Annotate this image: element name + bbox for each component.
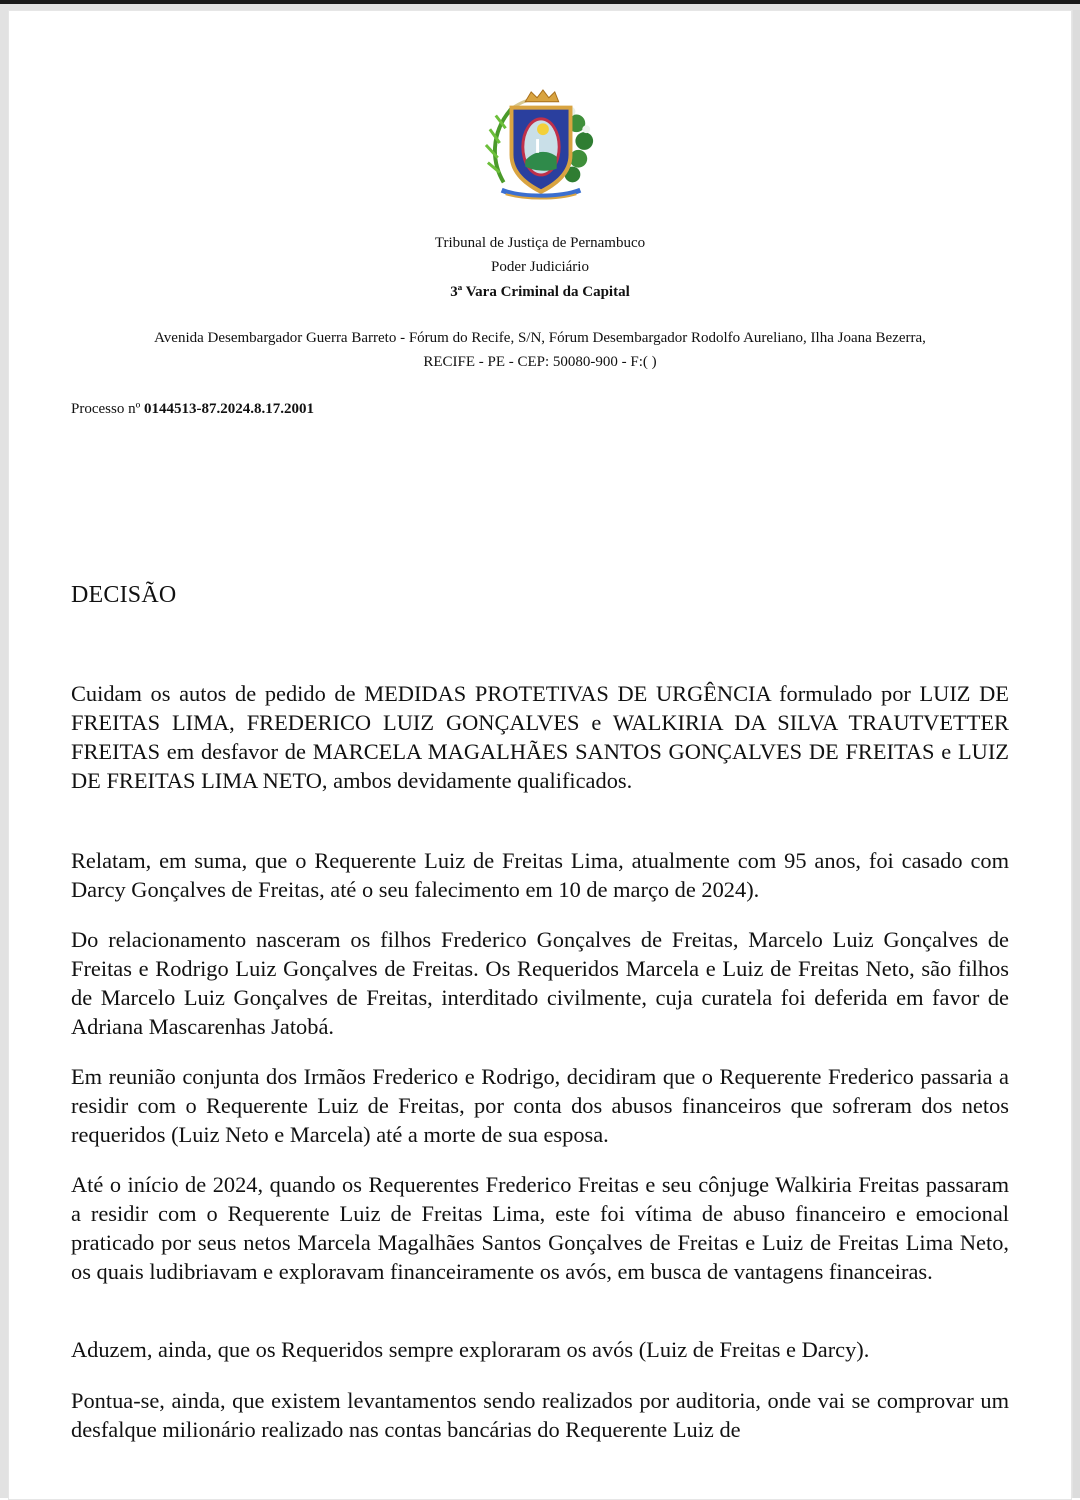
court-name: Tribunal de Justiça de Pernambuco [434,235,646,251]
branch-name: Poder Judiciário [491,259,589,275]
paragraph: Em reunião conjunta dos Irmãos Frederico e Rodrigo, decidiram que o Requerente Frederico passaria a residir com o Requerente Luiz de Freitas, por conta dos abusos financeiros que sofreram dos netos requeridos (Luiz Neto e Marcela) até a morte de sua esposa. [71,1064,1009,1147]
page-scroll-edge [1073,10,1080,1498]
process-label: Processo nº [71,401,144,417]
address-line-1: Avenida Desembargador Guerra Barreto - Fórum do Recife, S/N, Fórum Desembargador Rodolfo Aureliano, Ilha Joana Bezerra, [154,330,926,346]
paragraph: Cuidam os autos de pedido de MEDIDAS PROTETIVAS DE URGÊNCIA formulado por LUIZ DE FREITAS LIMA, FREDERICO LUIZ GONÇALVES e WALKIRIA DA SILVA TRAUTVETTER FREITAS em desfavor de MARCELA MAGALHÃES SANTOS GONÇALVES DE FREITAS e LUIZ DE FREITAS LIMA NETO, ambos devidamente qualificados. [71,681,1009,793]
document-title: DECISÃO [71,582,177,608]
paragraph: Do relacionamento nasceram os filhos Frederico Gonçalves de Freitas, Marcelo Luiz Gonçalves de Freitas e Rodrigo Luiz Gonçalves de Freitas. Os Requeridos Marcela e Luiz de Freitas Neto, são filhos de Marcelo Luiz Gonçalves de Freitas, interditado civilmente, cuja curatela foi deferida em favor de Adriana Mascarenhas Jatobá. [71,927,1009,1039]
process-number-value: 0144513-87.2024.8.17.2001 [143,401,314,417]
paragraph: Aduzem, ainda, que os Requeridos sempre exploraram os avós (Luiz de Freitas e Darcy). [71,1337,870,1362]
division-name: 3ª Vara Criminal da Capital [450,284,630,300]
paragraph: Pontua-se, ainda, que existem levantamentos sendo realizados por auditoria, onde vai se comprovar um desfalque milionário realizado nas contas bancárias do Requerente Luiz de [71,1388,1009,1442]
pernambuco-coat-of-arms-icon [482,84,600,202]
paragraph: Relatam, em suma, que o Requerente Luiz de Freitas Lima, atualmente com 95 anos, foi casado com Darcy Gonçalves de Freitas, até o seu falecimento em 10 de março de 2024). [71,848,1009,902]
address-line-2: RECIFE - PE - CEP: 50080-900 - F:( ) [423,354,657,370]
paragraph: Até o início de 2024, quando os Requerentes Frederico Freitas e seu cônjuge Walkiria Freitas passaram a residir com o Requerente Luiz de Freitas Lima, este foi vítima de abuso financeiro e emocional praticado por seus netos Marcela Magalhães Santos Gonçalves de Freitas e Luiz de Freitas Lima Neto, os quais ludibriavam e exploravam financeiramente os avós, em busca de vantagens financeiras. [71,1172,1009,1284]
process-number [71,401,314,418]
